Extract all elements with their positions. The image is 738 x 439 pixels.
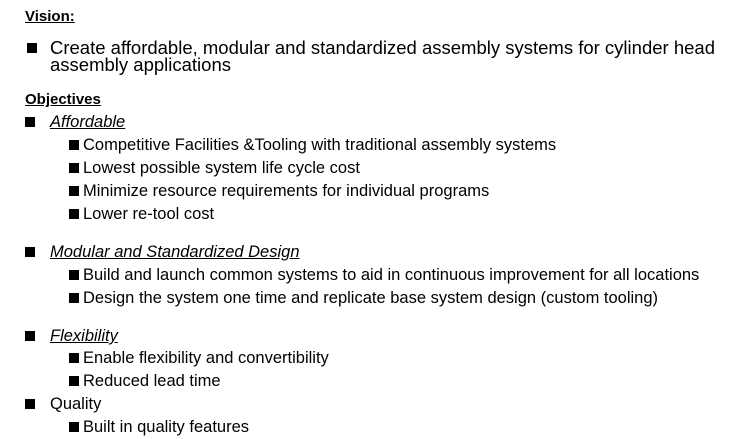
sub-objective-text: Reduced lead time [83,372,221,390]
objective-label: Flexibility [50,327,118,345]
sub-objective-text: Enable flexibility and convertibility [83,349,329,367]
sub-objective-text: Build and launch common systems to aid in continuous improvement for all locations [83,266,700,284]
objective-label: Quality [50,395,102,413]
sub-objective-text: Built in quality features [83,418,250,436]
vision-text: Create affordable, modular and standardized assembly systems for cylinder head assembly applications [50,37,715,75]
vision-heading: Vision: [25,8,75,25]
square-bullet-icon [25,331,35,341]
sub-objective-text: Lowest possible system life cycle cost [83,159,360,177]
sub-objective-text: Competitive Facilities &Tooling with traditional assembly systems [83,136,557,154]
square-bullet-icon [25,399,35,409]
square-bullet-icon [69,186,79,196]
objectives-heading: Objectives [25,91,101,108]
square-bullet-icon [69,270,79,280]
sub-objective-text: Minimize resource requirements for individual programs [83,182,490,200]
square-bullet-icon [25,247,35,257]
objective-label: Affordable [50,113,126,131]
vision-bullet [25,39,735,73]
square-bullet-icon [69,163,79,173]
square-bullet-icon [69,353,79,363]
square-bullet-icon [25,117,35,127]
square-bullet-icon [69,293,79,303]
square-bullet-icon [69,376,79,386]
sub-objective-text: Lower re-tool cost [83,205,215,223]
square-bullet-icon [69,209,79,219]
objective-label: Modular and Standardized Design [50,243,300,261]
square-bullet-icon [69,422,79,432]
square-bullet-icon [69,140,79,150]
square-bullet-icon [27,43,37,53]
sub-objective-text: Design the system one time and replicate base system design (custom tooling) [83,289,659,307]
